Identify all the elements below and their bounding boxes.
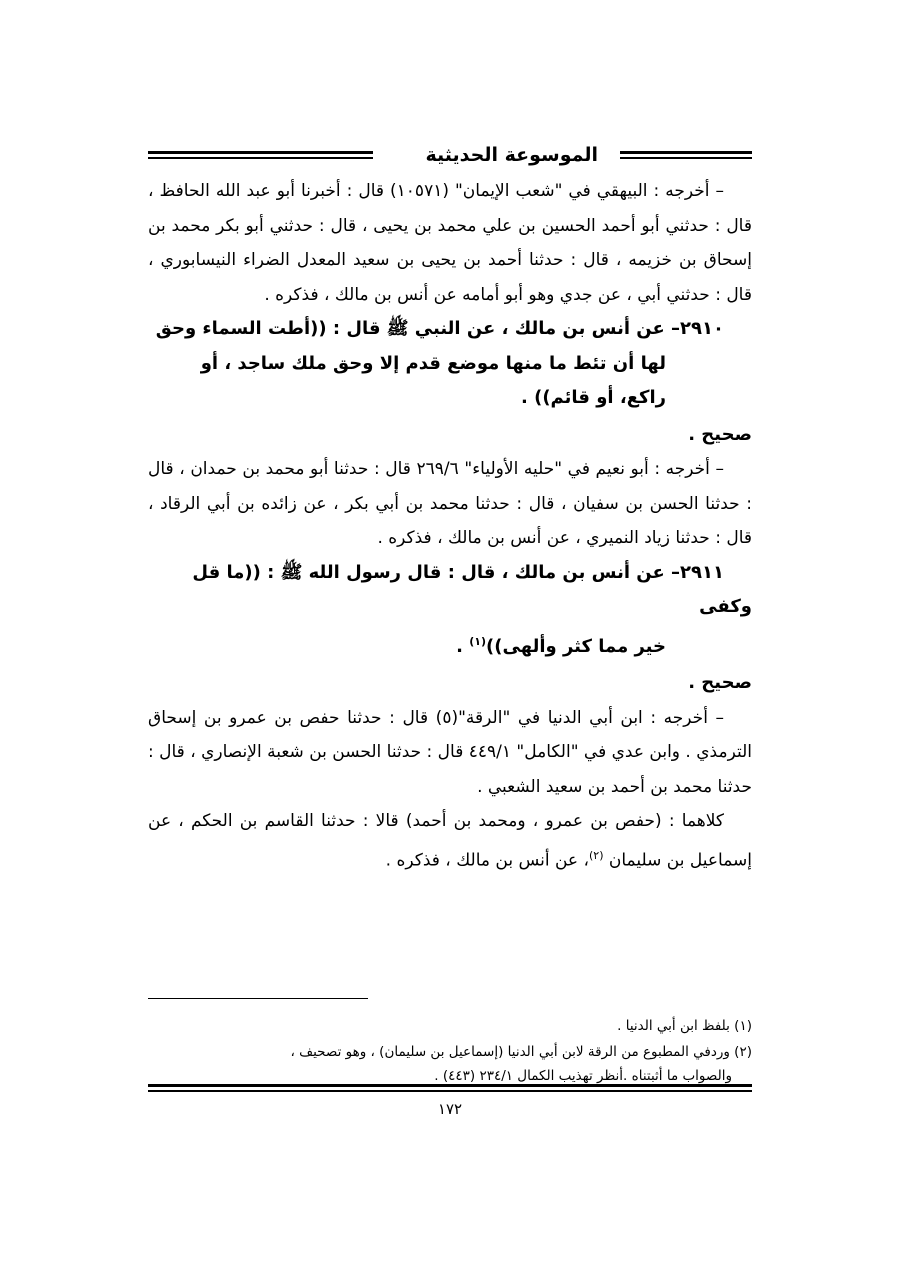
running-header (148, 140, 752, 172)
header-title: الموسوعة الحديثية (412, 140, 613, 170)
footnote-separator (148, 998, 368, 999)
hadith-2911-line-2 (148, 625, 752, 665)
takhrij-paragraph-4 (148, 804, 752, 878)
hadith-2910-line-2: لها أن تئط ما منها موضع قدم إلا وحق ملك ساجد ، أو (200, 352, 666, 374)
footnote-ref-1: (١) (469, 634, 487, 648)
hadith-2910 (148, 312, 752, 416)
takhrij-paragraph-3: – أخرجه : ابن أبي الدنيا في "الرقة"(٥) قال : حدثنا حفص بن عمرو بن إسحاق الترمذي . وابن عدي في "الكامل" ٤٤٩/١ قال : حدثنا الحسن بن شعبة الإنصاري ، قال : حدثنا محمد بن أحمد بن سعيد الشعبي . (148, 707, 752, 797)
hadith-2910-line-1: ٢٩١٠– عن أنس بن مالك ، عن النبي ﷺ قال : ((أطت السماء وحق (155, 318, 724, 339)
takhrij-paragraph-2: – أخرجه : أبو نعيم في "حليه الأولياء" ٢٦٩/٦ قال : حدثنا أبو محمد بن حمدان ، قال : حدثنا الحسن بن سفيان ، قال : حدثنا محمد بن أبي بكر ، عن زائده بن أبي الرقاد ، قال : حدثنا زياد النميري ، عن أنس بن مالك ، فذكره . (148, 459, 752, 548)
main-text (148, 174, 752, 878)
footnotes (148, 1014, 752, 1090)
footnote-2 (148, 1040, 752, 1088)
book-page (148, 140, 752, 1160)
hadith-2911-end: . (456, 635, 470, 657)
footer-rule (148, 1084, 752, 1092)
grade-label-2: صحيح . (688, 672, 752, 693)
footnote-2-line-2: والصواب ما أثبتناه .أنظر تهذيب الكمال ٢٣٤/١ (٤٤٣) . (434, 1068, 732, 1084)
footnote-ref-2: (٢) (588, 848, 604, 862)
hadith-2911-text: خير مما كثر وألهى)) (486, 635, 666, 657)
paragraph-4-text-a: كلاهما : (حفص بن عمرو ، ومحمد بن أحمد) قالا : حدثنا القاسم بن الحكم ، عن إسماعيل بن سليمان (148, 811, 752, 871)
page-number: ١٧٢ (437, 1100, 463, 1118)
header-rule-right (620, 151, 752, 159)
grade-label-1: صحيح . (688, 423, 752, 445)
hadith-2911 (148, 556, 752, 665)
footnote-1: (١) بلفظ ابن أبي الدنيا . (617, 1018, 752, 1034)
paragraph-4-text-b: ، عن أنس بن مالك ، فذكره . (385, 850, 589, 871)
takhrij-paragraph-1: – أخرجه : البيهقي في "شعب الإيمان" (١٠٥٧١) قال : أخبرنا أبو عبد الله الحافظ ، قال : حدثني أبو أحمد الحسين بن علي محمد بن يحيى ، قال : حدثني أبو بكر محمد بن إسحاق بن خزيمه ، قال : حدثنا أحمد بن يحيى بن سعيد المعدل الضراء النيسابوري ، قال : حدثني أبي ، عن جدي وهو أبو أمامه عن أنس بن مالك ، فذكره . (148, 181, 752, 305)
header-rule-left (148, 151, 373, 159)
footnote-2-line-1: (٢) وردفي المطبوع من الرقة لابن أبي الدنيا (إسماعيل بن سليمان) ، وهو تصحيف ، (290, 1044, 752, 1060)
hadith-2911-line-1: ٢٩١١– عن أنس بن مالك ، قال : قال رسول الله ﷺ : ((ما قل وكفى (192, 561, 752, 617)
hadith-2910-line-3: راكع، أو قائم)) . (520, 387, 666, 408)
